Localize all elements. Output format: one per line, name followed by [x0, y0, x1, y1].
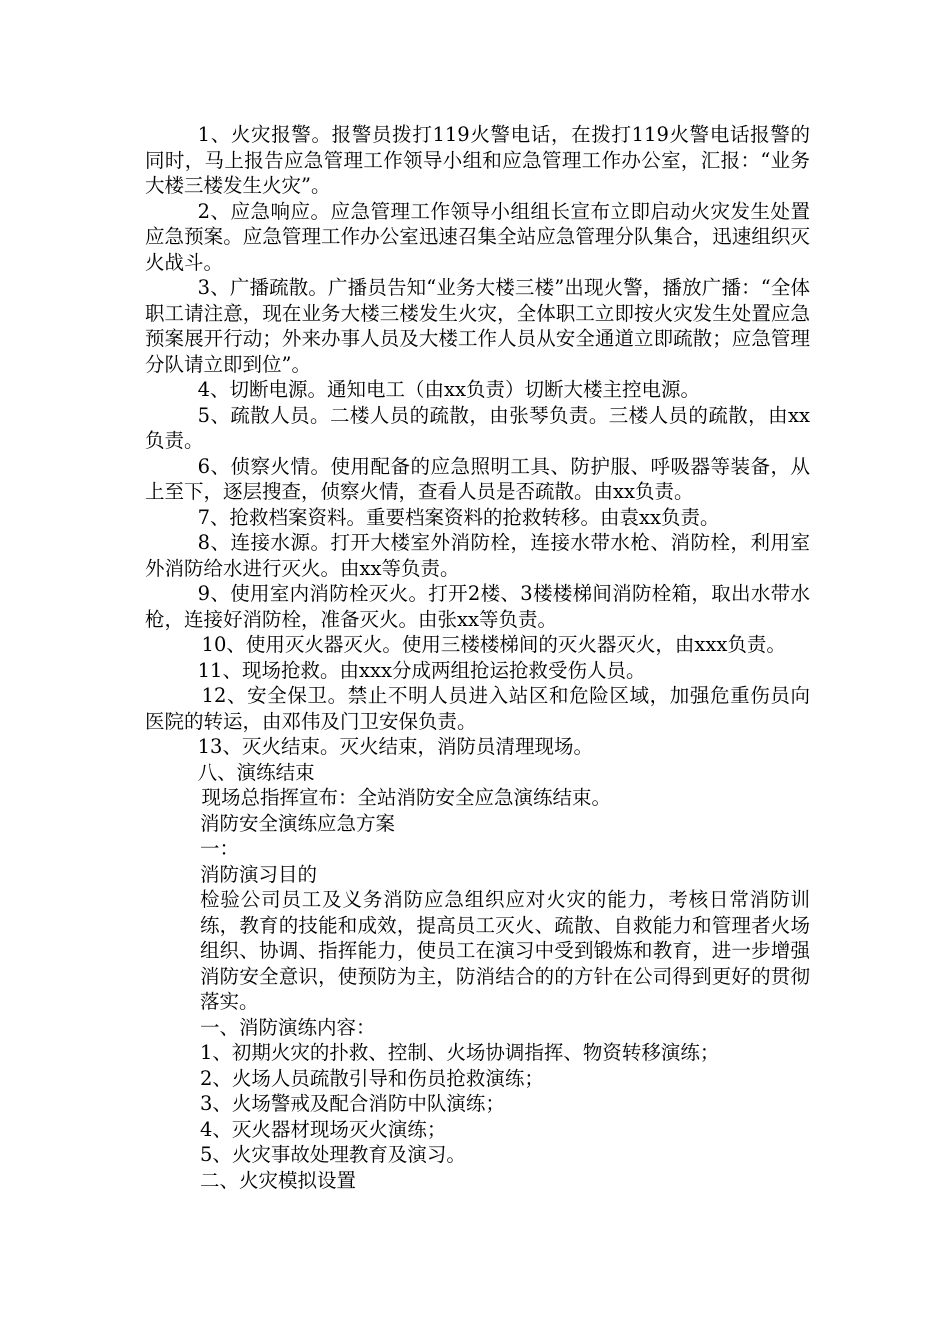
list-item: 4、灭火器材现场灭火演练；	[200, 1117, 447, 1141]
list-item: 3、火场警戒及配合消防中队演练；	[200, 1092, 505, 1115]
paragraph-broadcast-evacuation: 3、广播疏散。广播员告知“业务大楼三楼”出现火警，播放广播：“全体职工请注意，现在业务大楼三楼发生火灾，全体职工立即按火灾发生处置应急预案展开行动；外来办事人员及大楼工作人员从安全通道立即疏散；应急管理分队请立即到位”。	[145, 276, 810, 376]
paragraph-security: 12、安全保卫。禁止不明人员进入站区和危险区域，加强危重伤员向医院的转运，由邓伟及门卫安保负责。	[145, 684, 810, 733]
heading-fire-simulation: 二、火灾模拟设置	[200, 1168, 357, 1192]
paragraph-investigate-fire: 6、侦察火情。使用配备的应急照明工具、防护服、呼吸器等装备，从上至下，逐层搜查，侦察火情，查看人员是否疏散。由xx负责。	[145, 454, 810, 503]
paragraph-commander-announce: 现场总指挥宣布：全站消防安全应急演练结束。	[201, 786, 612, 809]
paragraph-emergency-response: 2、应急响应。应急管理工作领导小组组长宣布立即启动火灾发生处置应急预案。应急管理工作办公室迅速召集全站应急管理分队集合，迅速组织灭火战斗。	[145, 199, 810, 274]
paragraph-evacuate-people: 5、疏散人员。二楼人员的疏散，由张琴负责。三楼人员的疏散，由xx负责。	[145, 403, 810, 452]
list-item: 1、初期火灾的扑救、控制、火场协调指挥、物资转移演练；	[200, 1041, 720, 1064]
heading-drill-end: 八、演练结束	[197, 760, 315, 784]
paragraph-fire-end: 13、灭火结束。灭火结束，消防员清理现场。	[197, 735, 593, 758]
paragraph-extinguisher: 10、使用灭火器灭火。使用三楼楼梯间的灭火器灭火，由xxx负责。	[201, 633, 786, 656]
list-item: 2、火场人员疏散引导和伤员抢救演练；	[200, 1066, 544, 1090]
paragraph-connect-water: 8、连接水源。打开大楼室外消防栓，连接水带水枪、消防栓，利用室外消防给水进行灭火。由xx等负责。	[145, 531, 810, 580]
heading-drill-content: 一、消防演练内容：	[200, 1015, 376, 1039]
document-body	[145, 122, 810, 1193]
list-item: 5、火灾事故处理教育及演习。	[200, 1143, 466, 1166]
paragraph-cut-power: 4、切断电源。通知电工（由xx负责）切断大楼主控电源。	[197, 378, 701, 401]
heading-drill-purpose: 消防演习目的	[200, 862, 318, 886]
paragraph-indoor-hydrant: 9、使用室内消防栓灭火。打开2楼、3楼楼梯间消防栓箱，取出水带水枪，连接好消防栓，准备灭火。由张xx等负责。	[145, 582, 810, 631]
paragraph-purpose-body: 检验公司员工及义务消防应急组织应对火灾的能力，考核日常消防训练，教育的技能和成效，提高员工灭火、疏散、自救能力和管理者火场组织、协调、指挥能力，使员工在演习中受到锻炼和教育，进一步增强消防安全意识，使预防为主，防消结合的的方针在公司得到更好的贯彻落实。	[200, 888, 810, 1013]
heading-plan-title: 消防安全演练应急方案	[200, 811, 396, 835]
heading-section-one: 一：	[200, 837, 240, 860]
paragraph-rescue-archives: 7、抢救档案资料。重要档案资料的抢救转移。由袁xx负责。	[197, 505, 720, 529]
paragraph-onsite-rescue: 11、现场抢救。由xxx分成两组抢运抢救受伤人员。	[197, 658, 646, 682]
paragraph-fire-alarm: 1、火灾报警。报警员拨打119火警电话，在拨打119火警电话报警的同时，马上报告应急管理工作领导小组和应急管理工作办公室，汇报：“业务大楼三楼发生火灾”。	[145, 123, 810, 197]
